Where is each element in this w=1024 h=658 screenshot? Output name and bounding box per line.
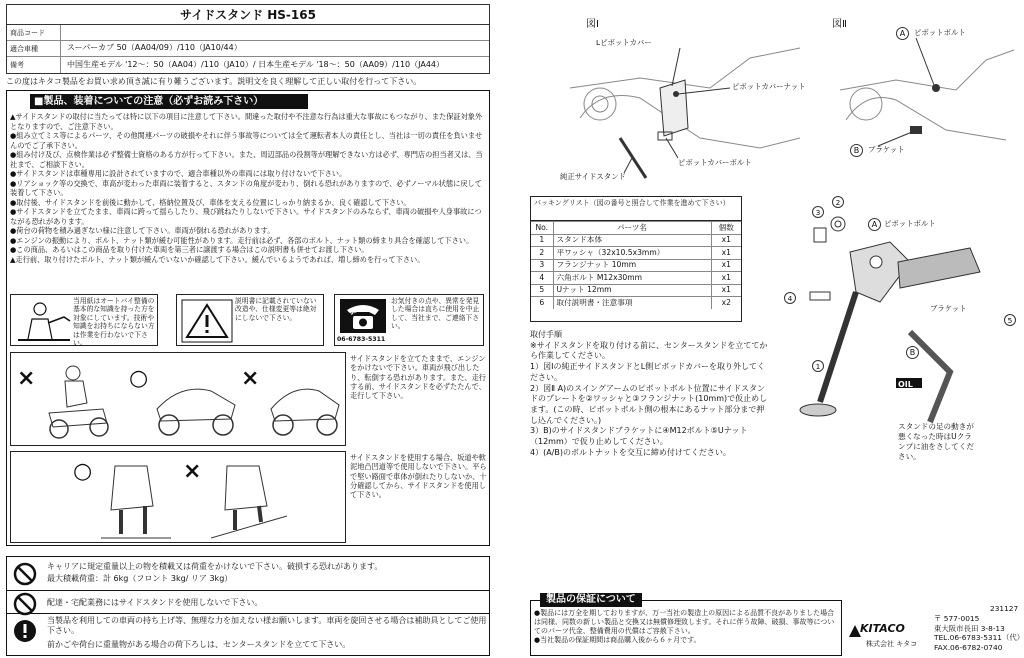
marker-a: A — [868, 218, 881, 231]
table-row — [531, 297, 741, 310]
callout-pivot-bolt: ピボットボルト — [884, 219, 936, 228]
table-row — [531, 259, 741, 272]
street-address: 東大阪市長田 3-8-13 — [934, 623, 1005, 633]
cell: 取付説明書・注意事項 — [553, 297, 711, 310]
cell: x1 — [711, 259, 741, 272]
table-row — [531, 272, 741, 285]
no-modify-text: 説明書に記載されていない改造や、仕様変更等は絶対にしないで下さい。 — [235, 297, 317, 322]
table-header-row — [531, 222, 741, 235]
marker-2: 2 — [832, 196, 844, 208]
marker-3: 3 — [812, 206, 824, 218]
figure-1-label: 図Ⅰ — [586, 19, 599, 30]
cell: Uナット 12mm — [553, 284, 711, 297]
ng-mark: × — [17, 366, 36, 391]
ok-mark: ○ — [129, 366, 149, 391]
ng-mark: × — [241, 366, 260, 391]
header-key: 備考 — [7, 57, 61, 73]
caution-item: ●エンジンの振動により、ボルト、ナット類が緩む可能性があります。走行前は必ず、各部のボルト、ナット類の締まり具合を確認して下さい。 — [10, 235, 474, 245]
intro-text: この度はキタコ製品をお買い求め頂き誠に有り難うございます。説明文を良く理解して正しい取付を行って下さい。 — [6, 77, 422, 86]
caution-item: ●リアショック等の交換で、車高が変わった車両に装着すると、スタンドの角度が変わり、倒れる恐れがありますので、必ずノーマル状態に戻して装着して下さい。 — [10, 178, 482, 197]
step-line: ※サイドスタンドを取り付ける前に、センタースタンドを立ててから作業してください。 — [530, 340, 768, 361]
scooter-stand-down-illustration — [267, 379, 343, 441]
cell: フランジナット 10mm — [553, 259, 711, 272]
cell: x1 — [711, 272, 741, 285]
figure-2-diagram — [836, 30, 1016, 186]
contact-box — [334, 294, 484, 346]
marker-a: A — [896, 27, 909, 40]
oil-label: OIL — [898, 380, 913, 389]
oil-note: スタンドの足の動きが悪くなった時はUクランプに油をさしてください。 — [898, 422, 974, 461]
mechanic-notice-box — [10, 294, 158, 346]
delivery-warning-text: 配達・宅配業務にはサイドスタンドを使用しないで下さい。 — [47, 598, 263, 607]
cell: 平ワッシャ（32x10.5x3mm） — [553, 247, 711, 260]
lifting-warning-text: 当製品を利用しての車両の持ち上げ等、無理な力を加えない様お願いします。車両を旋回させる場合は補助具としてご使用下さい。 — [47, 616, 487, 636]
warranty-text — [534, 609, 840, 645]
cell: x1 — [711, 247, 741, 260]
load-warning-text: キャリアに規定重量以上の物を積載又は荷重をかけないで下さい。破損する恐れがあります。 — [47, 562, 383, 571]
cell: 1 — [531, 234, 553, 247]
callout-l-pivot-cover: Lピボットカバー — [596, 38, 652, 47]
cell: 6 — [531, 297, 553, 310]
caution-item: ●取付後、サイドスタンドを前後に動かして、格納位置及び、車体を支える位置にしっかり納まるか、良く確認して下さい。 — [10, 197, 411, 207]
cell: 2 — [531, 247, 553, 260]
product-header-table — [6, 4, 490, 74]
col-header: No. — [531, 222, 553, 235]
cell: スタンド本体 — [553, 234, 711, 247]
header-row-code — [7, 25, 489, 41]
exclamation-icon — [13, 619, 37, 643]
product-title: サイドスタンド HS-165 — [7, 5, 489, 25]
header-value: 中国生産モデル '12～：50（AA04）/110（JA10）/ 日本生産モデル '18～：50（AA09）/110（JA44） — [67, 59, 445, 69]
engine-warning-text: サイドスタンドを立てたままで、エンジンをかけないで下さい。車両が飛び出したり、転倒する恐れがあります。また、走行する前、サイドスタンドを必ずたたんで、走行して下さい。 — [350, 354, 486, 401]
phone-number: 06-6783-5311 — [337, 336, 386, 343]
callout-pivot-cover-nut: ピボットカバーナット — [732, 82, 806, 91]
unloading-warning-text: 前かごや荷台に重量物がある場合の荷下ろしは、センタースタンドを立てて下さい。 — [47, 640, 351, 649]
header-key: 商品コード — [7, 25, 61, 40]
prohibited-icon — [13, 562, 37, 586]
engine-warning-illustration-box — [10, 352, 346, 446]
rider-on-scooter-illustration — [43, 363, 113, 441]
marker-1: 1 — [812, 360, 824, 372]
figure-2-label: 図Ⅱ — [832, 19, 847, 30]
steps-title: 取付手順 — [530, 330, 562, 339]
warning-icon — [181, 299, 233, 343]
max-load-text: 最大積載荷重：計 6kg（フロント 3kg/ リア 3kg） — [47, 574, 233, 583]
col-header: 個数 — [711, 222, 741, 235]
marker-4: 4 — [784, 292, 796, 304]
marker-b: B — [850, 144, 863, 157]
cell: x1 — [711, 234, 741, 247]
step-line: 4）(A/B)のボルトナットを交互に締め付けてください。 — [530, 447, 731, 457]
caution-item: ●サイドスタンドを立てたまま、車両に跨って揺らしたり、飛び跳ねたりしないで下さい。サイドスタンドのみならず、車両の破損や人身事故につながる恐れがあります。 — [10, 207, 482, 226]
ok-mark: ○ — [73, 459, 93, 484]
caution-item: ●荷台の荷物を積み過ぎない様に注意して下さい。車両が倒れる恐れがあります。 — [10, 226, 275, 235]
company-logo: KITACO — [860, 622, 905, 635]
mechanic-notice-text: 当用紙はオートバイ整備の基本的な知識を持った方を対象にしています。技術や知識をお持ちにならない方は作業を行わないで下さい。 — [73, 297, 155, 348]
callout-bracket: ブラケット — [930, 304, 967, 313]
col-header: パーツ名 — [553, 222, 711, 235]
mechanic-icon — [14, 299, 74, 343]
load-warning-box — [6, 556, 490, 656]
caution-list — [10, 112, 486, 264]
packing-list-table — [530, 196, 742, 322]
header-row-models — [7, 41, 489, 57]
packing-list-header: パッキングリスト（図の番号と照合して作業を進めて下さい） — [531, 197, 741, 221]
scooter-stand-up-illustration — [151, 379, 241, 441]
contact-text: お気付きの点や、異常を発見した場合は直ちに使用を中止して、当社まで、ご連絡下さい。 — [391, 297, 480, 331]
cell: 5 — [531, 284, 553, 297]
postal-code: 〒 577-0015 — [934, 614, 980, 623]
callout-stock-side-stand: 純正サイドスタンド — [560, 172, 626, 181]
step-line: 1）図Ⅰの純正サイドスタンドとL側ピボッドカバーを取り外してください。 — [530, 362, 766, 382]
caution-item: ●サイドスタンドは車種専用に設計されていますので、適合車種以外の車両には取り付けないで下さい。 — [10, 169, 347, 178]
step-line: 2）図Ⅱ A)のスイングアームのピボットボルト位置にサイドスタンドのプレートを②ワッシャと③フランジナット(10mm)で仮止めします。(この時、ピボットボルト側の根本にあるナット部分まで押し込んでください。) — [530, 383, 768, 425]
slope-warning-illustration-box — [10, 451, 346, 543]
warranty-title: 製品の保証について — [540, 593, 642, 607]
header-key: 適合車種 — [7, 41, 61, 56]
prohibited-icon — [13, 592, 37, 616]
fax: FAX.06-6782-0740 — [934, 642, 1003, 652]
bike-on-slope-illustration — [211, 456, 287, 540]
marker-5: 5 — [1004, 314, 1016, 326]
company-address — [934, 614, 1024, 653]
cell: x1 — [711, 284, 741, 297]
step-line: 3）B)のサイドスタンドブラケットに④M12ボルト⑤Uナット（12mm）で仮り止めしてください。 — [530, 426, 748, 447]
table-row — [531, 247, 741, 260]
callout-pivot-bolt: ピボットボルト — [914, 28, 966, 37]
warranty-line: ●製品には万全を期しておりますが、万一当社の製造上の原因による品質不良がありました場合は同様、同数の新しい製品と交換又は無償修理致します。それに伴う故障、破損、事故等についてのパーツ代金、整備費用の代償はご容赦下さい。 — [534, 609, 835, 636]
table-row — [531, 234, 741, 247]
callout-bracket: ブラケット — [868, 145, 905, 154]
header-value: スーパーカブ 50（AA04/09）/110（JA10/44） — [67, 43, 242, 53]
caution-item: ●この商品、あるいはこの商品を取り付けた車両を第三者に譲渡する場合はこの説明書も併せてお渡し下さい。 — [10, 245, 369, 254]
tel: TEL.06-6783-5311（代） — [934, 633, 1024, 643]
cell: x2 — [711, 297, 741, 310]
warranty-line: ●当社製品の保証期間は商品購入後から６ヶ月です。 — [534, 636, 701, 645]
document-code: 231127 — [990, 604, 1019, 613]
company-name: 株式会社 キタコ — [866, 640, 918, 648]
installation-steps — [530, 330, 770, 459]
bike-on-flat-illustration — [101, 456, 171, 540]
caution-item: ▲走行前、取り付けたボルト、ナット類が緩んでいないか確認して下さい。緩んでいるようであれば、増し締めを行って下さい。 — [10, 254, 425, 264]
cell: 六角ボルト M12x30mm — [553, 272, 711, 285]
caution-item: ●組み立てミス等によるパーツ、その他関連パーツの破損やそれに伴う事故等については全て運転者本人の責任とし、当社は一切の責任を負いませんのでご了承下さい。 — [10, 131, 483, 150]
cell: 4 — [531, 272, 553, 285]
callout-pivot-cover-bolt: ピボットカバーボルト — [678, 158, 752, 167]
cell: 3 — [531, 259, 553, 272]
phone-brand: KITACO — [349, 313, 368, 318]
header-row-notes — [7, 57, 489, 73]
ng-mark: × — [183, 459, 202, 484]
caution-item: ●組み付け及び、点検作業は必ず整備士資格のある方が行って下さい。また、周辺部品の役割等が理解できない方は必ず、専門店の担当者又は、当社まで、ご相談下さい。 — [10, 150, 483, 169]
slope-warning-text: サイドスタンドを使用する場合、坂道や軟泥地凸凹道等で使用しないで下さい。平らで堅い路面で車体が倒れたりしないか、十分確認してから、サイドスタンドを使用して下さい。 — [350, 453, 487, 500]
caution-item: ▲サイドスタンドの取付に当たっては特に以下の項目に注意して下さい。間違った取付や不注意な行為は重大な事故にもつながり、また保証対象外となりますので、ご注意下さい。 — [10, 112, 483, 131]
no-modify-box — [176, 294, 324, 346]
table-row — [531, 284, 741, 297]
marker-b: B — [906, 346, 919, 359]
caution-title: ■製品、装着についての注意（必ずお読み下さい） — [30, 94, 308, 109]
